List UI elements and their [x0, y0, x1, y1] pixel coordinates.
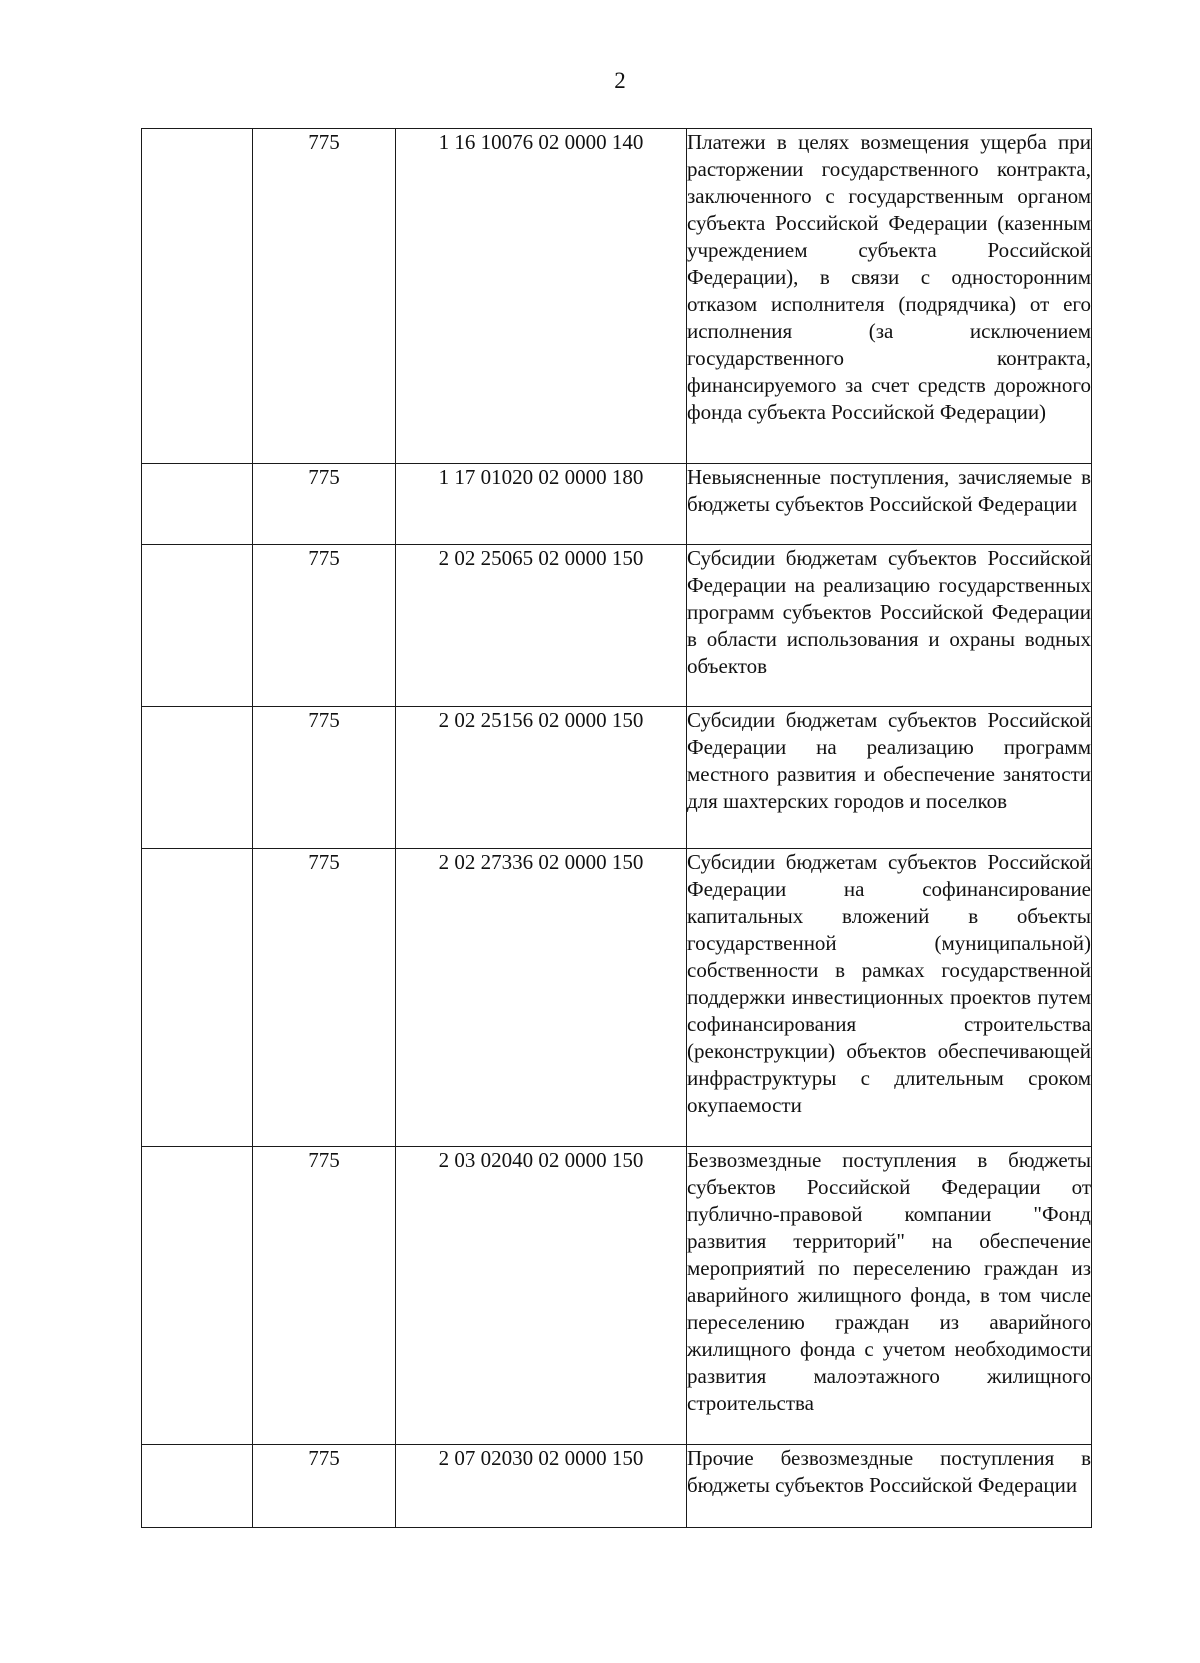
table-row [142, 849, 1092, 1147]
budget-code-cell: 1 17 01020 02 0000 180 [396, 464, 687, 545]
income-name-cell: Прочие безвозмездные поступления в бюджеты субъектов Российской Федерации [687, 1445, 1092, 1528]
table-row [142, 1147, 1092, 1445]
income-name-cell: Безвозмездные поступления в бюджеты субъектов Российской Федерации от публично-правовой компании "Фонд развития территорий" на обеспечение мероприятий по переселению граждан из аварийного жилищного фонда, в том числе переселению граждан из аварийного жилищного фонда с учетом необходимости развития малоэтажного жилищного строительства [687, 1147, 1092, 1445]
budget-code-cell: 1 16 10076 02 0000 140 [396, 129, 687, 464]
admin-code-cell: 775 [253, 545, 396, 707]
empty-cell [142, 1445, 253, 1528]
income-name-cell: Невыясненные поступления, зачисляемые в бюджеты субъектов Российской Федерации [687, 464, 1092, 545]
table-row [142, 545, 1092, 707]
admin-code-cell: 775 [253, 464, 396, 545]
empty-cell [142, 1147, 253, 1445]
empty-cell [142, 849, 253, 1147]
budget-code-cell: 2 02 27336 02 0000 150 [396, 849, 687, 1147]
budget-code-cell: 2 03 02040 02 0000 150 [396, 1147, 687, 1445]
table-row [142, 707, 1092, 849]
empty-cell [142, 129, 253, 464]
income-name-cell: Субсидии бюджетам субъектов Российской Федерации на реализацию государственных программ субъектов Российской Федерации в области использования и охраны водных объектов [687, 545, 1092, 707]
admin-code-cell: 775 [253, 1445, 396, 1528]
budget-code-cell: 2 07 02030 02 0000 150 [396, 1445, 687, 1528]
budget-classification-table [141, 128, 1092, 1528]
admin-code-cell: 775 [253, 849, 396, 1147]
admin-code-cell: 775 [253, 707, 396, 849]
income-name-cell: Субсидии бюджетам субъектов Российской Федерации на софинансирование капитальных вложений в объекты государственной (муниципальной) собственности в рамках государственной поддержки инвестиционных проектов путем софинансирования строительства (реконструкции) объектов обеспечивающей инфраструктуры с длительным сроком окупаемости [687, 849, 1092, 1147]
table-row [142, 464, 1092, 545]
budget-code-cell: 2 02 25065 02 0000 150 [396, 545, 687, 707]
table-row [142, 1445, 1092, 1528]
admin-code-cell: 775 [253, 129, 396, 464]
page-number: 2 [614, 68, 626, 93]
income-name-cell: Платежи в целях возмещения ущерба при расторжении государственного контракта, заключенного с государственным органом субъекта Российской Федерации (казенным учреждением субъекта Российской Федерации), в связи с односторонним отказом исполнителя (подрядчика) от его исполнения (за исключением государственного контракта, финансируемого за счет средств дорожного фонда субъекта Российской Федерации) [687, 129, 1092, 464]
income-name-cell: Субсидии бюджетам субъектов Российской Федерации на реализацию программ местного развития и обеспечение занятости для шахтерских городов и поселков [687, 707, 1092, 849]
admin-code-cell: 775 [253, 1147, 396, 1445]
empty-cell [142, 707, 253, 849]
empty-cell [142, 545, 253, 707]
budget-code-cell: 2 02 25156 02 0000 150 [396, 707, 687, 849]
empty-cell [142, 464, 253, 545]
table-row [142, 129, 1092, 464]
